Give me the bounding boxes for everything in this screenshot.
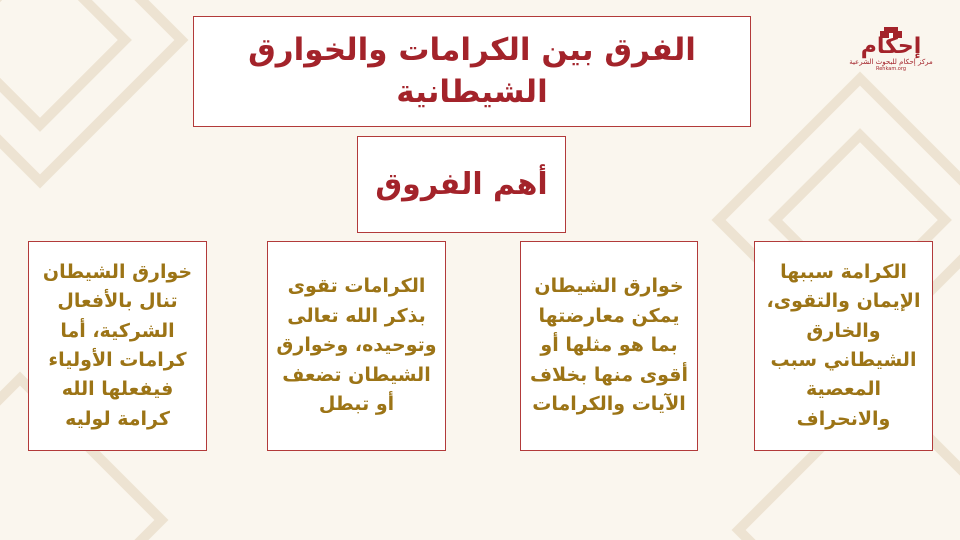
organization-logo — [848, 26, 934, 96]
difference-card-text: الكرامات تقوى بذكر الله تعالى وتوحيده، وخوارق الشيطان تضعف أو تبطل — [276, 275, 437, 416]
difference-card-2 — [520, 241, 698, 451]
subtitle-box — [357, 136, 566, 233]
section-heading: أهم الفروق — [375, 167, 548, 202]
logo-tagline: Rehkam.org — [875, 66, 907, 73]
title-box — [193, 16, 751, 127]
difference-card-text: الكرامة سببها الإيمان والتقوى، والخارق الشيطاني سبب المعصية والانحراف — [766, 260, 921, 430]
difference-card-3 — [267, 241, 446, 451]
difference-card-1 — [754, 241, 933, 451]
page-title: الفرق بين الكرامات والخوارق الشيطانية — [248, 31, 696, 110]
difference-card-4 — [28, 241, 207, 451]
difference-card-text: خوارق الشيطان يمكن معارضتها بما هو مثلها أو أقوى منها بخلاف الآيات والكرامات — [529, 275, 689, 416]
logo-name: إحكام — [860, 34, 922, 59]
logo-subtitle: مركز إحكام للبحوث الشرعية — [849, 58, 933, 66]
difference-card-text: خوارق الشيطان تنال بالأفعال الشركية، أما كرامات الأولياء فيفعلها الله كرامة لوليه — [42, 260, 193, 430]
